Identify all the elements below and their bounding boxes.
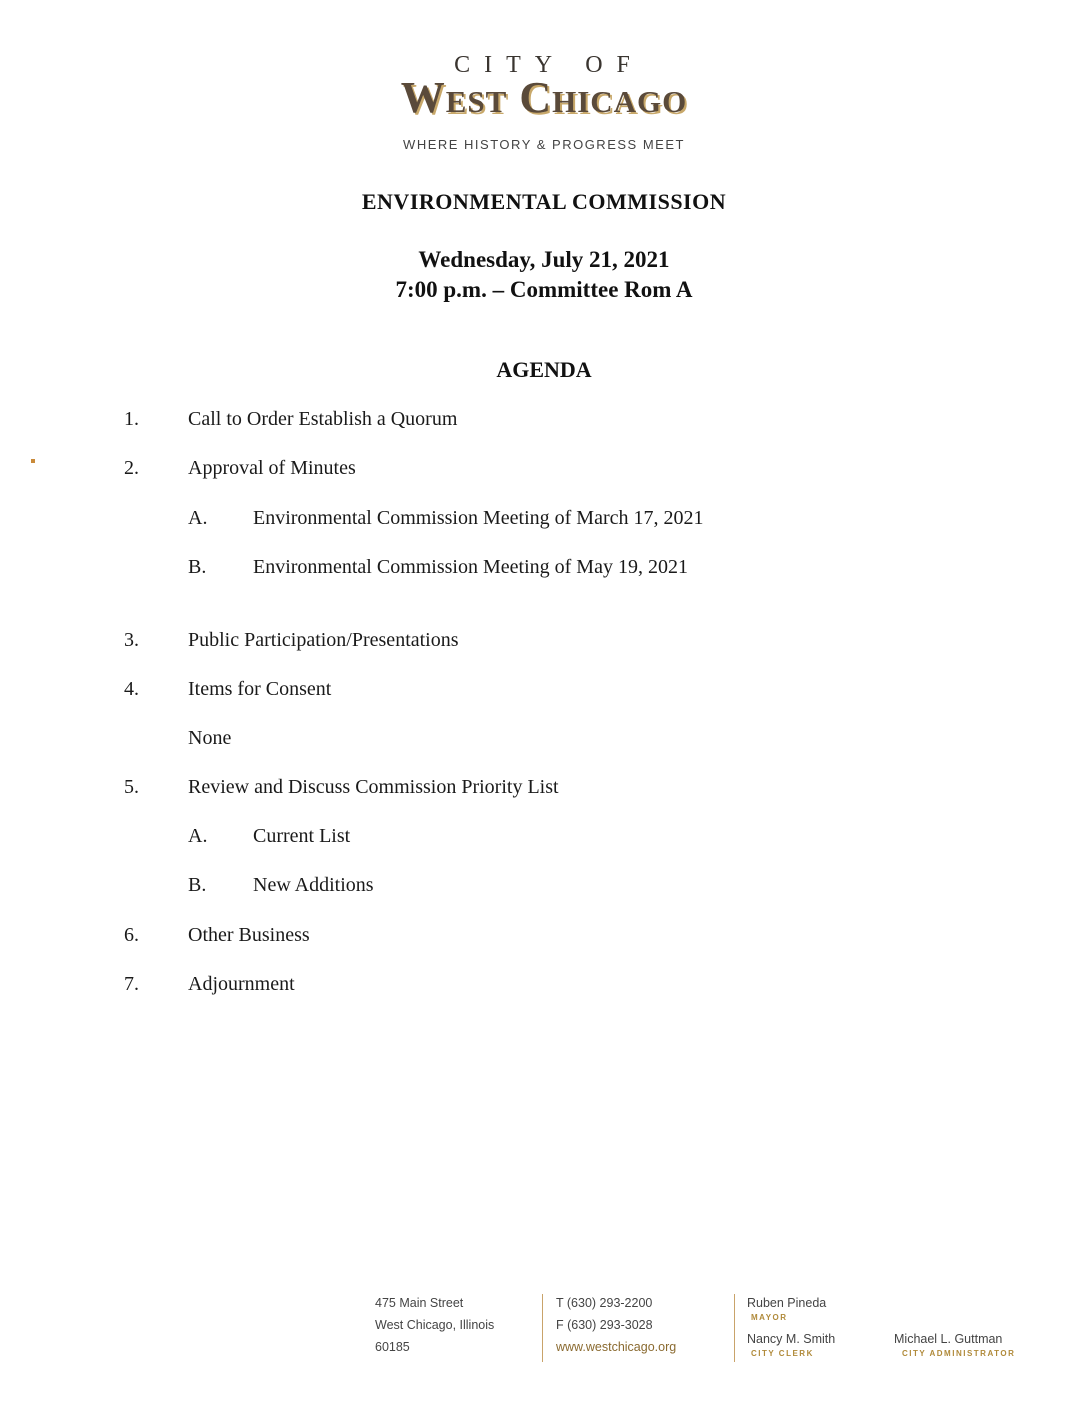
footer-mayor-name: Ruben Pineda xyxy=(747,1296,827,1310)
agenda-item-2b-text: Environmental Commission Meeting of May 19, 2021 xyxy=(253,556,688,578)
footer-address-zip: 60185 xyxy=(375,1340,410,1354)
agenda-item-7-text: Adjournment xyxy=(188,973,295,995)
agenda-item-2a-letter: A. xyxy=(188,507,208,529)
agenda-item-5b-letter: B. xyxy=(188,874,207,896)
agenda-item-2-text: Approval of Minutes xyxy=(188,457,356,479)
footer-divider-1 xyxy=(542,1294,543,1362)
logo-city-of: CITY OF xyxy=(454,52,644,78)
agenda-item-1-text: Call to Order Establish a Quorum xyxy=(188,408,458,430)
footer-phone: T (630) 293-2200 xyxy=(556,1296,653,1310)
agenda-item-4-number: 4. xyxy=(124,678,139,700)
footer-divider-2 xyxy=(734,1294,735,1362)
meeting-time-location: 7:00 p.m. – Committee Rom A xyxy=(395,277,693,302)
logo-west-chicago: West Chicago xyxy=(400,73,688,122)
agenda-item-4-note: None xyxy=(188,727,232,749)
footer-mayor-role: MAYOR xyxy=(751,1313,788,1322)
agenda-item-5-text: Review and Discuss Commission Priority List xyxy=(188,776,559,798)
commission-title: ENVIRONMENTAL COMMISSION xyxy=(361,189,727,214)
agenda-item-2b-letter: B. xyxy=(188,556,207,578)
agenda-item-4-text: Items for Consent xyxy=(188,678,332,700)
agenda-item-2-number: 2. xyxy=(124,457,139,479)
agenda-item-2a-text: Environmental Commission Meeting of March 17, 2021 xyxy=(253,507,704,529)
logo-tagline: WHERE HISTORY & PROGRESS MEET xyxy=(403,137,685,152)
footer-clerk-name: Nancy M. Smith xyxy=(747,1332,836,1346)
footer-website-link[interactable]: www.westchicago.org xyxy=(556,1340,677,1354)
agenda-item-5b-text: New Additions xyxy=(253,874,374,896)
agenda-item-5a-text: Current List xyxy=(253,825,351,847)
footer-administrator-name: Michael L. Guttman xyxy=(894,1332,1003,1346)
footer-administrator-role: CITY ADMINISTRATOR xyxy=(902,1349,1016,1358)
footer-fax: F (630) 293-3028 xyxy=(556,1318,653,1332)
agenda-item-5-number: 5. xyxy=(124,776,139,798)
agenda-item-7-number: 7. xyxy=(124,973,139,995)
agenda-item-5a-letter: A. xyxy=(188,825,208,847)
agenda-item-1-number: 1. xyxy=(124,408,139,430)
agenda-item-3-number: 3. xyxy=(124,629,139,651)
agenda-item-6-text: Other Business xyxy=(188,924,310,946)
agenda-item-3-text: Public Participation/Presentations xyxy=(188,629,459,651)
footer-clerk-role: CITY CLERK xyxy=(751,1349,814,1358)
footer-address-street: 475 Main Street xyxy=(375,1296,464,1310)
agenda-title: AGENDA xyxy=(496,357,592,382)
footer-address-city: West Chicago, Illinois xyxy=(375,1318,495,1332)
meeting-date: Wednesday, July 21, 2021 xyxy=(418,247,670,272)
agenda-item-6-number: 6. xyxy=(124,924,139,946)
margin-speck xyxy=(31,459,35,463)
